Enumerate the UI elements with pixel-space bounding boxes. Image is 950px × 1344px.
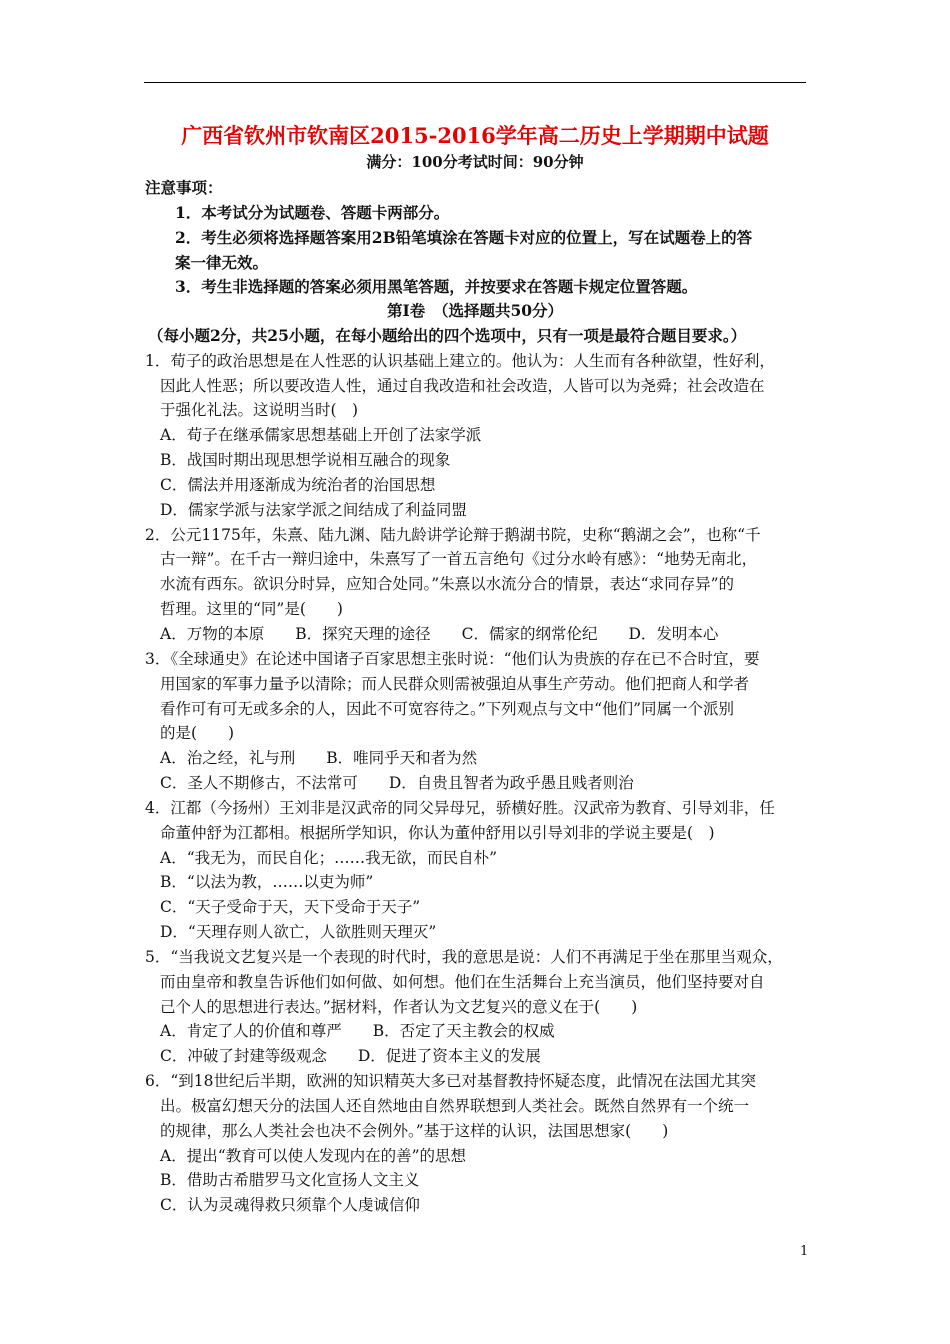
q3-stem-line2: 用国家的军事力量予以清除；而人民群众则需被强迫从事生产劳动。他们把商人和学者 bbox=[160, 675, 750, 693]
section-instruction: （每小题2分，共25小题，在每小题给出的四个选项中，只有一项是最符合题目要求。） bbox=[148, 326, 747, 345]
q3-options-ab: A．治之经，礼与刑 B．唯同乎天和者为然 bbox=[160, 749, 478, 767]
q3-stem: 3．《全球通史》在论述中国诸子百家思想主张时说：“他们认为贵族的存在已不合时宜，要 bbox=[145, 650, 760, 668]
q4-stem-line2: 命董仲舒为江都相。根据所学知识，你认为董仲舒用以引导刘非的学说主要是( ) bbox=[160, 824, 715, 842]
q5-options-ab: A．肯定了人的价值和尊严 B．否定了天主教会的权威 bbox=[160, 1022, 555, 1040]
q6-stem: 6．“到18世纪后半期，欧洲的知识精英大多已对基督教持怀疑态度，此情况在法国尤其突 bbox=[145, 1072, 757, 1090]
exam-meta: 满分：100分考试时间：90分钟 bbox=[366, 153, 584, 171]
q2-options: A．万物的本原 B．探究天理的途径 C．儒家的纲常伦纪 D．发明本心 bbox=[160, 625, 719, 643]
q1-option-a: A．荀子在继承儒家思想基础上开创了法家学派 bbox=[160, 426, 482, 444]
q4-option-d: D．“天理存则人欲亡，人欲胜则天理灭” bbox=[160, 923, 437, 941]
notice-item-2-cont: 案一律无效。 bbox=[175, 253, 269, 272]
page-title: 广西省钦州市钦南区2015-2016学年高二历史上学期期中试题 bbox=[181, 123, 769, 148]
q6-option-b: B．借助古希腊罗马文化宣扬人文主义 bbox=[160, 1171, 420, 1189]
q2-stem-line3: 水流有西东。欲识分时异，应知合处同。”朱熹以水流分合的情景，表达“求同存异”的 bbox=[160, 575, 735, 593]
notice-heading: 注意事项： bbox=[145, 178, 223, 197]
q1-stem-line2: 因此人性恶；所以要改造人性，通过自我改造和社会改造，人皆可以为尧舜；社会改造在 bbox=[160, 377, 765, 395]
q3-stem-line3: 看作可有可无或多余的人，因此不可宽容待之。”下列观点与文中“他们”同属一个派别 bbox=[160, 700, 735, 718]
notice-item-1: 1．本考试分为试题卷、答题卡两部分。 bbox=[175, 203, 450, 222]
q4-option-b: B．“以法为教，……以吏为师” bbox=[160, 873, 374, 891]
q3-stem-line4: 的是( ) bbox=[160, 724, 235, 742]
q5-stem-line2: 而由皇帝和教皇告诉他们如何做、如何想。他们在生活舞台上充当演员，他们坚持要对自 bbox=[160, 973, 765, 991]
q1-stem: 1．荀子的政治思想是在人性恶的认识基础上建立的。他认为：人生而有各种欲望，性好利， bbox=[145, 352, 775, 370]
q5-options-cd: C．冲破了封建等级观念 D．促进了资本主义的发展 bbox=[160, 1047, 541, 1065]
notice-item-2: 2．考生必须将选择题答案用2B铅笔填涂在答题卡对应的位置上，写在试题卷上的答 bbox=[175, 228, 753, 247]
q3-options-cd: C．圣人不期修古，不法常可 D．自贵且智者为政乎愚且贱者则治 bbox=[160, 774, 634, 792]
q2-stem: 2．公元1175年，朱熹、陆九渊、陆九龄讲学论辩于鹅湖书院，史称“鹅湖之会”，也称“千 bbox=[145, 526, 761, 544]
q1-stem-line3: 于强化礼法。这说明当时( ) bbox=[160, 401, 359, 419]
q5-stem: 5．“当我说文艺复兴是一个表现的时代时，我的意思是说：人们不再满足于坐在那里当观众， bbox=[145, 948, 783, 966]
q6-option-c: C．认为灵魂得救只须靠个人虔诚信仰 bbox=[160, 1196, 420, 1214]
q4-option-a: A．“我无为，而民自化；……我无欲，而民自朴” bbox=[160, 849, 498, 867]
section-heading: 第Ⅰ卷 （选择题共50分） bbox=[386, 301, 564, 320]
page-number: 1 bbox=[800, 1244, 809, 1259]
q1-option-b: B．战国时期出现思想学说相互融合的现象 bbox=[160, 451, 451, 469]
q6-stem-line2: 出。极富幻想天分的法国人还自然地由自然界联想到人类社会。既然自然界有一个统一 bbox=[160, 1097, 750, 1115]
q2-stem-line2: 古一辩”。在千古一辩归途中，朱熹写了一首五言绝句《过分水岭有感》：“地势无南北， bbox=[160, 550, 758, 568]
q2-stem-line4: 哲理。这里的“同”是( ) bbox=[160, 600, 343, 618]
q6-stem-line3: 的规律，那么人类社会也决不会例外。”基于这样的认识，法国思想家( ) bbox=[160, 1122, 669, 1140]
q6-option-a: A．提出“教育可以使人发现内在的善”的思想 bbox=[160, 1147, 467, 1165]
notice-item-3: 3．考生非选择题的答案必须用黑笔答题，并按要求在答题卡规定位置答题。 bbox=[175, 277, 698, 296]
header-rule bbox=[144, 82, 806, 83]
q4-stem: 4．江都（今扬州）王刘非是汉武帝的同父异母兄，骄横好胜。汉武帝为教育、引导刘非，任 bbox=[145, 799, 775, 817]
q5-stem-line3: 己个人的思想进行表达。”据材料，作者认为文艺复兴的意义在于( ) bbox=[160, 998, 638, 1016]
q1-option-c: C．儒法并用逐渐成为统治者的治国思想 bbox=[160, 476, 436, 494]
q4-option-c: C．“天子受命于天，天下受命于天子” bbox=[160, 898, 421, 916]
q1-option-d: D．儒家学派与法家学派之间结成了利益同盟 bbox=[160, 501, 467, 519]
